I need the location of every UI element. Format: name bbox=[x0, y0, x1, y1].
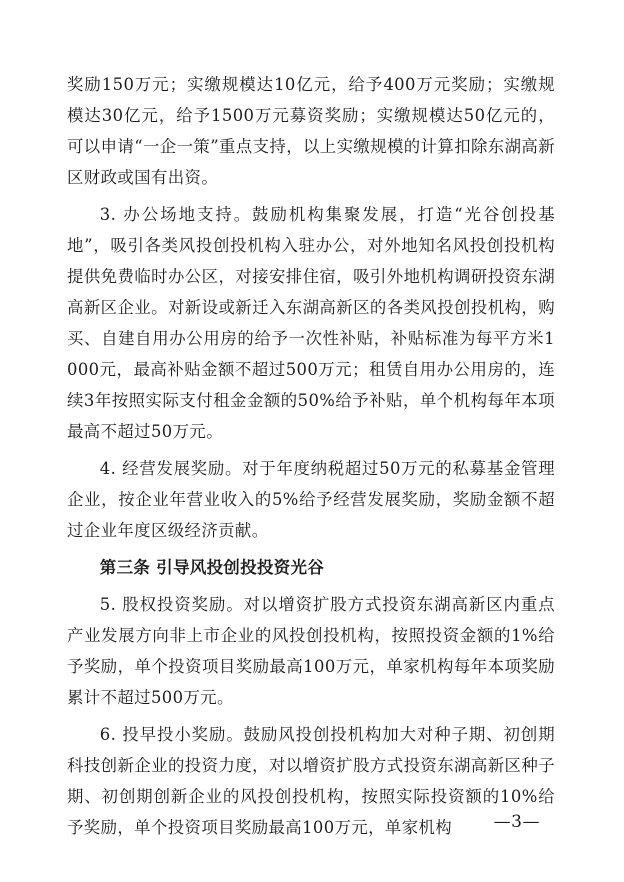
document-body bbox=[67, 69, 555, 849]
paragraph-office-support: 3. 办公场地支持。鼓励机构集聚发展，打造“光谷创投基地”，吸引各类风投创投机构入驻办公，对外地知名风投创投机构提供免费临时办公区，对接安排住宿，吸引外地机构调研投资东湖高新区企业。对新设或新迁入东湖高新区的各类风投创投机构，购买、自建自用办公用房的给予一次性补贴，补贴标准为每平方米1000元，最高补贴金额不超过500万元；租赁自用办公用房的，连续3年按照实际支付租金金额的50%给予补贴，单个机构每年本项最高不超过50万元。 bbox=[67, 205, 555, 441]
page-number: —3— bbox=[493, 812, 540, 832]
paragraph-continuation: 奖励150万元；实缴规模达10亿元，给予400万元奖励；实缴规模达30亿元，给予1500万元募资奖励；实缴规模达50亿元的，可以申请“一企一策”重点支持，以上实缴规模的计算扣除东湖高新区财政或国有出资。 bbox=[67, 75, 555, 187]
paragraph-operation-reward: 4. 经营发展奖励。对于年度纳税超过50万元的私募基金管理企业，按企业年营业收入的5%给予经营发展奖励，奖励金额不超过企业年度区级经济贡献。 bbox=[67, 459, 555, 540]
paragraph-early-stage-reward: 6. 投早投小奖励。鼓励风投创投机构加大对种子期、初创期科技创新企业的投资力度，对以增资扩股方式投资东湖高新区种子期、初创期创新企业的风投创投机构，按照实际投资额的10%给予奖励，单个投资项目奖励最高100万元，单家机构 bbox=[67, 725, 555, 837]
section-heading: 第三条 引导风投创投投资光谷 bbox=[99, 558, 325, 577]
paragraph-equity-reward: 5. 股权投资奖励。对以增资扩股方式投资东湖高新区内重点产业发展方向非上市企业的风投创投机构，按照投资金额的1%给予奖励，单个投资项目奖励最高100万元，单家机构每年本项奖励累计不超过500万元。 bbox=[67, 595, 555, 707]
